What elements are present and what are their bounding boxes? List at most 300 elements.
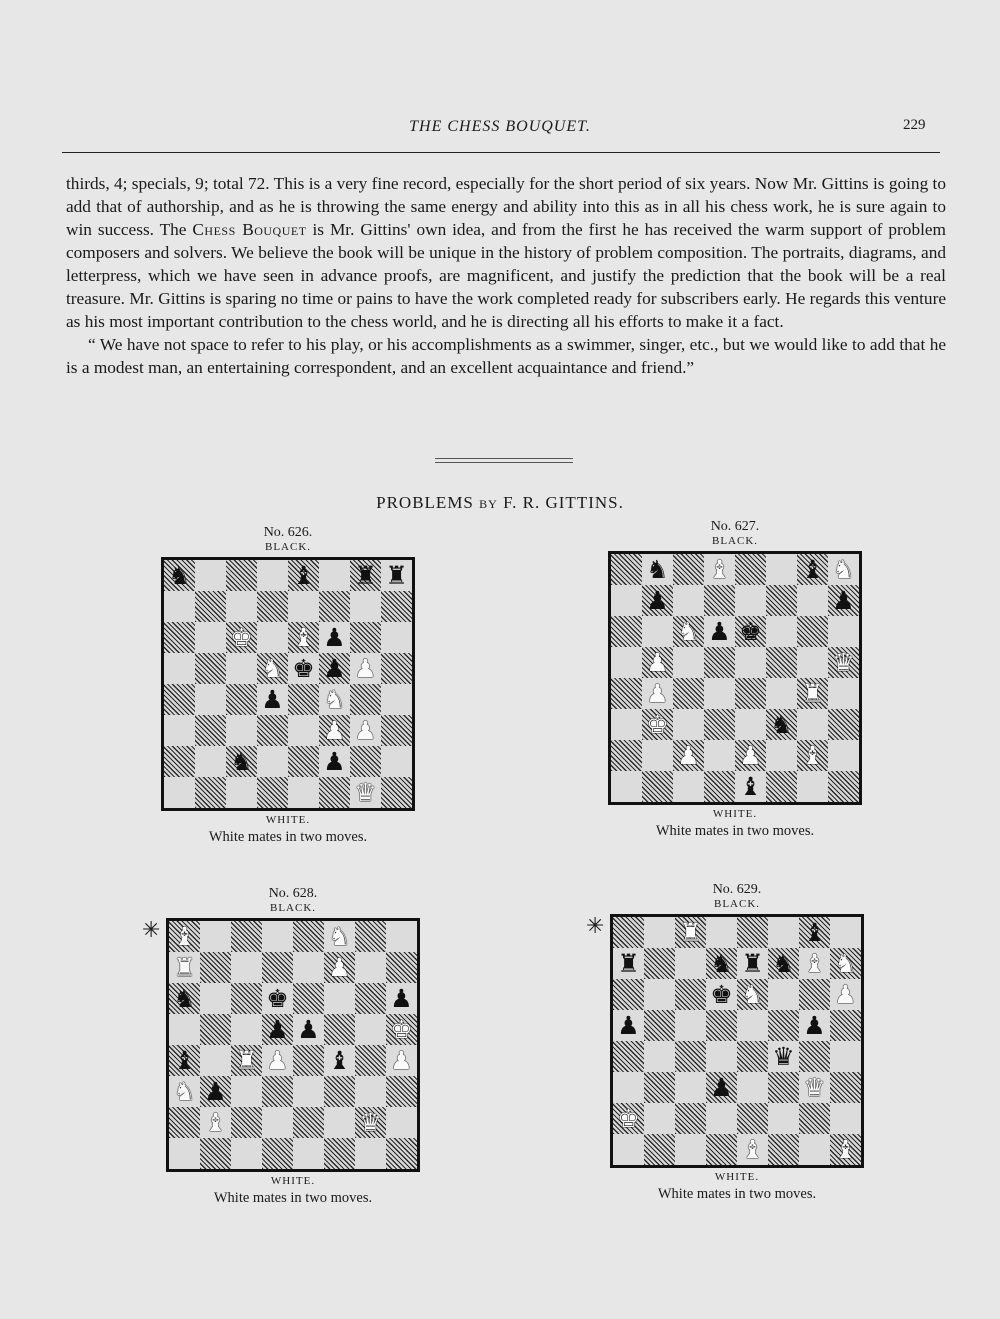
- board-square: [613, 1010, 644, 1041]
- star-icon: ✳: [142, 918, 161, 943]
- board-square: [611, 585, 642, 616]
- black-bishop-icon: ♝: [739, 772, 762, 801]
- board-square: [324, 1045, 355, 1076]
- board-square: [642, 740, 673, 771]
- board-square: [735, 771, 766, 802]
- black-bishop-icon: ♝: [328, 1046, 351, 1075]
- board-square: [293, 952, 324, 983]
- white-pawn-icon: ♟: [677, 741, 700, 770]
- board-square: [613, 1041, 644, 1072]
- problem-caption: White mates in two moves.: [655, 823, 815, 839]
- board-square: [675, 979, 706, 1010]
- board-square: [613, 1072, 644, 1103]
- board-square: [324, 1076, 355, 1107]
- board-square: [319, 591, 350, 622]
- problem-caption: White mates in two moves.: [208, 829, 368, 845]
- board-square: [355, 952, 386, 983]
- board-square: [613, 979, 644, 1010]
- black-bishop-icon: ♝: [801, 555, 824, 584]
- white-knight-icon: ♞: [834, 949, 857, 978]
- board-square: [673, 709, 704, 740]
- board-square: [797, 678, 828, 709]
- black-knight-icon: ♞: [230, 747, 253, 776]
- white-pawn-icon: ♟: [646, 679, 669, 708]
- black-king-icon: ♚: [710, 980, 733, 1009]
- board-square: [828, 771, 859, 802]
- board-square: [828, 740, 859, 771]
- board-square: [768, 917, 799, 948]
- board-square: [195, 684, 226, 715]
- black-bishop-icon: ♝: [292, 561, 315, 590]
- problem-number: No. 628.: [268, 886, 318, 901]
- black-queen-icon: ♛: [772, 1042, 795, 1071]
- black-pawn-icon: ♟: [323, 654, 346, 683]
- white-pawn-icon: ♟: [646, 648, 669, 677]
- board-square: [386, 1076, 417, 1107]
- board-square: [319, 653, 350, 684]
- star-icon: ✳: [586, 914, 605, 939]
- board-square: [169, 1014, 200, 1045]
- board-square: [257, 684, 288, 715]
- problem-caption: White mates in two moves.: [657, 1186, 817, 1202]
- black-knight-icon: ♞: [772, 949, 795, 978]
- board-square: [799, 979, 830, 1010]
- board-square: [735, 709, 766, 740]
- board-square: [735, 554, 766, 585]
- board-square: [386, 1107, 417, 1138]
- board-square: [768, 1134, 799, 1165]
- black-pawn-icon: ♟: [832, 586, 855, 615]
- board-square: [737, 1072, 768, 1103]
- board-square: [830, 1041, 861, 1072]
- board-square: [231, 952, 262, 983]
- board-square: [642, 678, 673, 709]
- problem-627: [605, 519, 865, 839]
- board-square: [611, 740, 642, 771]
- board-square: [231, 1107, 262, 1138]
- white-label: WHITE.: [714, 1171, 760, 1183]
- board-square: [673, 678, 704, 709]
- board-square: [706, 948, 737, 979]
- board-square: [288, 777, 319, 808]
- white-bishop-icon: ♝: [801, 741, 824, 770]
- board-square: [200, 1014, 231, 1045]
- board-square: [704, 616, 735, 647]
- white-bishop-icon: ♝: [741, 1135, 764, 1164]
- board-square: [195, 560, 226, 591]
- board-square: [200, 983, 231, 1014]
- black-label: BLACK.: [264, 541, 312, 553]
- board-square: [226, 653, 257, 684]
- board-square: [797, 585, 828, 616]
- section-title-by: BY: [479, 497, 498, 511]
- board-square: [350, 684, 381, 715]
- board-square: [195, 715, 226, 746]
- board-square: [231, 1076, 262, 1107]
- board-square: [828, 585, 859, 616]
- board-square: [324, 983, 355, 1014]
- black-knight-icon: ♞: [646, 555, 669, 584]
- black-pawn-icon: ♟: [646, 586, 669, 615]
- board-square: [381, 715, 412, 746]
- board-square: [830, 1010, 861, 1041]
- paragraph-1-part-a: thirds, 4; specials, 9; total 72. This is a very fine record, especially for the short period of six years. Now Mr. Gittins is going to add that of authorship, and as he is throwing the same energy and ability into this as in all his chess work, he is sure again to win success. The: [66, 174, 946, 239]
- board-square: [226, 622, 257, 653]
- board-square: [704, 709, 735, 740]
- board-square: [830, 948, 861, 979]
- board-square: [797, 647, 828, 678]
- board-square: [169, 1076, 200, 1107]
- board-square: [828, 647, 859, 678]
- board-square: [293, 1014, 324, 1045]
- board-square: [257, 746, 288, 777]
- board-square: [231, 983, 262, 1014]
- board-square: [611, 709, 642, 740]
- problem-628: [163, 886, 423, 1206]
- board-square: [644, 1041, 675, 1072]
- board-square: [231, 1045, 262, 1076]
- board-square: [735, 678, 766, 709]
- board-square: [319, 746, 350, 777]
- board-square: [644, 1072, 675, 1103]
- black-knight-icon: ♞: [710, 949, 733, 978]
- board-square: [613, 1103, 644, 1134]
- board-square: [169, 983, 200, 1014]
- board-square: [828, 616, 859, 647]
- problem-number: No. 627.: [710, 519, 760, 534]
- white-bishop-icon: ♝: [708, 555, 731, 584]
- board-square: [675, 1072, 706, 1103]
- board-square: [644, 917, 675, 948]
- board-square: [293, 921, 324, 952]
- board-square: [704, 647, 735, 678]
- board-square: [355, 1014, 386, 1045]
- board-square: [288, 560, 319, 591]
- board-square: [319, 715, 350, 746]
- black-pawn-icon: ♟: [261, 685, 284, 714]
- black-pawn-icon: ♟: [708, 617, 731, 646]
- black-pawn-icon: ♟: [710, 1073, 733, 1102]
- board-square: [381, 746, 412, 777]
- board-square: [350, 777, 381, 808]
- black-label: BLACK.: [711, 535, 759, 547]
- board-square: [768, 1072, 799, 1103]
- board-square: [799, 1134, 830, 1165]
- board-square: [706, 1041, 737, 1072]
- board-square: [226, 560, 257, 591]
- white-rook-icon: ♜: [235, 1046, 258, 1075]
- board-square: [262, 1045, 293, 1076]
- board-square: [195, 591, 226, 622]
- board-square: [350, 622, 381, 653]
- board-square: [797, 740, 828, 771]
- board-square: [766, 740, 797, 771]
- black-label: BLACK.: [269, 902, 317, 914]
- board-square: [262, 952, 293, 983]
- board-square: [797, 616, 828, 647]
- board-square: [355, 983, 386, 1014]
- board-square: [381, 560, 412, 591]
- board-square: [828, 709, 859, 740]
- white-queen-icon: ♛: [832, 648, 855, 677]
- board-square: [735, 740, 766, 771]
- board-square: [704, 771, 735, 802]
- board-square: [766, 554, 797, 585]
- board-square: [381, 777, 412, 808]
- board-square: [828, 678, 859, 709]
- board-square: [766, 616, 797, 647]
- black-pawn-icon: ♟: [617, 1011, 640, 1040]
- board-square: [737, 917, 768, 948]
- board-square: [766, 647, 797, 678]
- board-square: [169, 1107, 200, 1138]
- board-square: [319, 622, 350, 653]
- white-knight-icon: ♞: [323, 685, 346, 714]
- board-square: [799, 917, 830, 948]
- white-label: WHITE.: [270, 1175, 316, 1187]
- board-square: [200, 921, 231, 952]
- board-square: [231, 1138, 262, 1169]
- board-square: [611, 647, 642, 678]
- book-title: Chess Bouquet: [192, 220, 307, 239]
- board-square: [830, 1103, 861, 1134]
- board-square: [704, 678, 735, 709]
- black-knight-icon: ♞: [168, 561, 191, 590]
- board-square: [799, 948, 830, 979]
- board-square: [169, 1138, 200, 1169]
- board-square: [257, 622, 288, 653]
- white-label: WHITE.: [712, 808, 758, 820]
- board-square: [799, 1103, 830, 1134]
- white-king-icon: ♚: [646, 710, 669, 739]
- problem-626: [158, 525, 418, 845]
- board-square: [200, 1076, 231, 1107]
- board-square: [262, 921, 293, 952]
- board-square: [262, 1107, 293, 1138]
- board-square: [355, 921, 386, 952]
- board-square: [611, 616, 642, 647]
- board-square: [766, 585, 797, 616]
- board-square: [319, 684, 350, 715]
- board-square: [706, 1134, 737, 1165]
- board-square: [673, 647, 704, 678]
- board-square: [257, 560, 288, 591]
- board-square: [288, 746, 319, 777]
- board-square: [799, 1041, 830, 1072]
- board-square: [768, 948, 799, 979]
- board-square: [288, 622, 319, 653]
- black-king-icon: ♚: [739, 617, 762, 646]
- board-square: [706, 1010, 737, 1041]
- board-square: [673, 554, 704, 585]
- board-square: [350, 746, 381, 777]
- board-square: [324, 921, 355, 952]
- board-square: [644, 1010, 675, 1041]
- board-square: [675, 917, 706, 948]
- white-pawn-icon: ♟: [328, 953, 351, 982]
- board-square: [231, 1014, 262, 1045]
- board-square: [257, 653, 288, 684]
- board-square: [766, 771, 797, 802]
- chess-board: [610, 914, 864, 1168]
- board-square: [706, 979, 737, 1010]
- board-square: [324, 1014, 355, 1045]
- black-pawn-icon: ♟: [390, 984, 413, 1013]
- board-square: [319, 560, 350, 591]
- black-label: BLACK.: [713, 898, 761, 910]
- board-square: [164, 560, 195, 591]
- board-square: [675, 1134, 706, 1165]
- header-rule: [62, 152, 940, 153]
- black-king-icon: ♚: [266, 984, 289, 1013]
- black-rook-icon: ♜: [617, 949, 640, 978]
- board-square: [195, 777, 226, 808]
- black-rook-icon: ♜: [741, 949, 764, 978]
- board-square: [350, 560, 381, 591]
- board-square: [195, 622, 226, 653]
- board-square: [642, 585, 673, 616]
- board-square: [164, 684, 195, 715]
- board-square: [293, 1076, 324, 1107]
- board-square: [735, 616, 766, 647]
- chess-board: [166, 918, 420, 1172]
- board-square: [350, 715, 381, 746]
- section-title-problems: PROBLEMS: [376, 493, 474, 512]
- board-square: [355, 1076, 386, 1107]
- board-square: [706, 917, 737, 948]
- board-square: [200, 1107, 231, 1138]
- board-square: [288, 684, 319, 715]
- black-knight-icon: ♞: [770, 710, 793, 739]
- board-square: [675, 1103, 706, 1134]
- section-title-author: F. R. GITTINS.: [503, 493, 624, 512]
- board-square: [350, 653, 381, 684]
- board-square: [737, 1103, 768, 1134]
- board-square: [381, 591, 412, 622]
- board-square: [195, 653, 226, 684]
- board-square: [288, 715, 319, 746]
- white-rook-icon: ♜: [173, 953, 196, 982]
- white-knight-icon: ♞: [173, 1077, 196, 1106]
- board-square: [226, 591, 257, 622]
- black-pawn-icon: ♟: [266, 1015, 289, 1044]
- board-square: [828, 554, 859, 585]
- white-bishop-icon: ♝: [803, 949, 826, 978]
- board-square: [644, 979, 675, 1010]
- board-square: [675, 1041, 706, 1072]
- running-title: THE CHESS BOUQUET.: [409, 118, 591, 135]
- white-king-icon: ♚: [230, 623, 253, 652]
- board-square: [324, 1107, 355, 1138]
- board-square: [355, 1107, 386, 1138]
- board-square: [324, 952, 355, 983]
- board-square: [704, 554, 735, 585]
- white-knight-icon: ♞: [677, 617, 700, 646]
- board-square: [737, 948, 768, 979]
- board-square: [319, 777, 350, 808]
- board-square: [226, 684, 257, 715]
- board-square: [675, 1010, 706, 1041]
- board-square: [642, 647, 673, 678]
- board-square: [293, 1107, 324, 1138]
- white-pawn-icon: ♟: [354, 716, 377, 745]
- problem-number: No. 626.: [263, 525, 313, 540]
- black-bishop-icon: ♝: [173, 1046, 196, 1075]
- board-square: [611, 678, 642, 709]
- board-square: [169, 921, 200, 952]
- board-square: [200, 1138, 231, 1169]
- black-knight-icon: ♞: [173, 984, 196, 1013]
- board-square: [611, 771, 642, 802]
- board-square: [381, 653, 412, 684]
- white-label: WHITE.: [265, 814, 311, 826]
- board-square: [231, 921, 262, 952]
- board-square: [169, 1045, 200, 1076]
- white-queen-icon: ♛: [803, 1073, 826, 1102]
- board-square: [642, 771, 673, 802]
- board-square: [164, 622, 195, 653]
- white-queen-icon: ♛: [354, 778, 377, 807]
- black-rook-icon: ♜: [385, 561, 408, 590]
- board-square: [768, 979, 799, 1010]
- board-square: [200, 1045, 231, 1076]
- board-square: [257, 715, 288, 746]
- white-king-icon: ♚: [617, 1104, 640, 1133]
- white-queen-icon: ♛: [359, 1108, 382, 1137]
- board-square: [262, 983, 293, 1014]
- board-square: [386, 983, 417, 1014]
- board-square: [830, 1134, 861, 1165]
- board-square: [613, 948, 644, 979]
- white-pawn-icon: ♟: [834, 980, 857, 1009]
- board-square: [737, 1010, 768, 1041]
- board-square: [613, 917, 644, 948]
- board-square: [288, 653, 319, 684]
- board-square: [830, 1072, 861, 1103]
- board-square: [200, 952, 231, 983]
- black-bishop-icon: ♝: [803, 918, 826, 947]
- board-square: [386, 921, 417, 952]
- board-square: [169, 952, 200, 983]
- board-square: [799, 1010, 830, 1041]
- board-square: [386, 1138, 417, 1169]
- board-square: [386, 1045, 417, 1076]
- white-bishop-icon: ♝: [834, 1135, 857, 1164]
- white-pawn-icon: ♟: [739, 741, 762, 770]
- board-square: [673, 771, 704, 802]
- section-divider: [435, 458, 573, 463]
- board-square: [381, 684, 412, 715]
- board-square: [799, 1072, 830, 1103]
- board-square: [644, 948, 675, 979]
- black-pawn-icon: ♟: [803, 1011, 826, 1040]
- board-square: [737, 979, 768, 1010]
- paragraph-1: [66, 172, 946, 333]
- board-square: [355, 1045, 386, 1076]
- board-square: [735, 585, 766, 616]
- problem-629: [607, 882, 867, 1202]
- board-square: [768, 1010, 799, 1041]
- board-square: [262, 1138, 293, 1169]
- board-square: [830, 979, 861, 1010]
- board-square: [706, 1103, 737, 1134]
- board-square: [164, 715, 195, 746]
- board-square: [386, 952, 417, 983]
- white-rook-icon: ♜: [801, 679, 824, 708]
- board-square: [164, 777, 195, 808]
- board-square: [673, 740, 704, 771]
- board-square: [642, 616, 673, 647]
